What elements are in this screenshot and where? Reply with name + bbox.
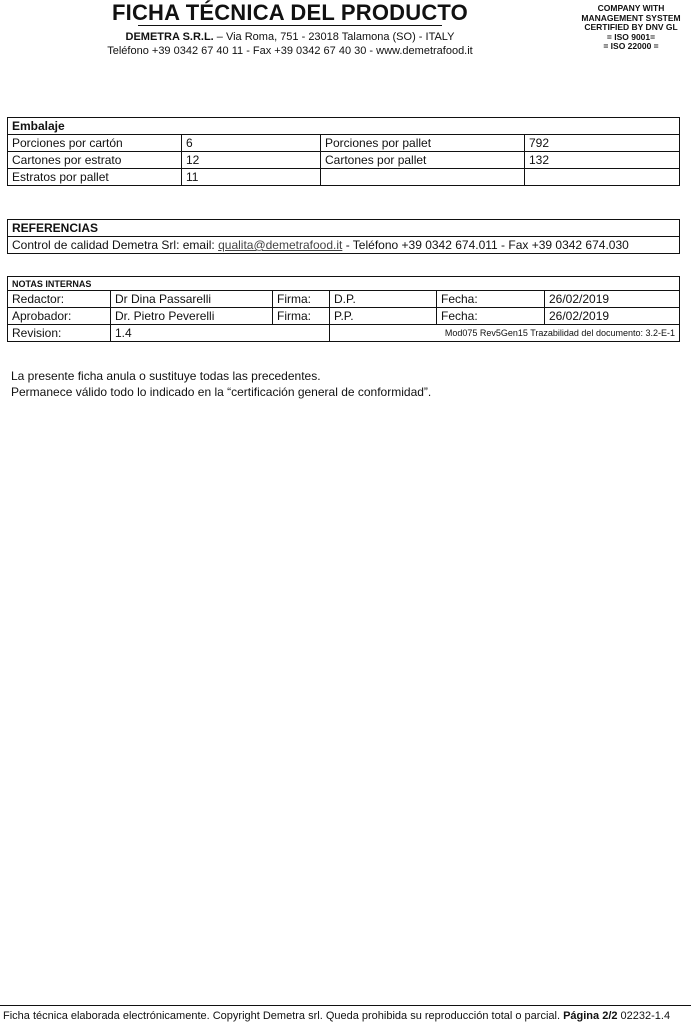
certification-block	[570, 4, 691, 52]
table-cell: Cartones por pallet	[321, 152, 525, 169]
table-cell: 6	[182, 135, 321, 152]
referencias-box	[7, 219, 680, 254]
table-cell: Cartones por estrato	[8, 152, 182, 169]
table-cell: Aprobador:	[8, 308, 111, 325]
table-cell: 26/02/2019	[545, 291, 680, 308]
table-cell: Fecha:	[437, 308, 545, 325]
table-cell: Dr. Pietro Peverelli	[111, 308, 273, 325]
table-row	[8, 308, 680, 325]
table-row	[8, 325, 680, 342]
cert-line: = ISO 22000 =	[603, 41, 659, 51]
table-cell: 132	[525, 152, 680, 169]
table-row	[8, 152, 680, 169]
embalaje-table	[7, 117, 680, 186]
company-contacts: Teléfono +39 0342 67 40 11 - Fax +39 0342 67 40 30 - www.demetrafood.it	[107, 45, 473, 57]
table-cell	[525, 169, 680, 186]
company-name: DEMETRA S.R.L.	[125, 31, 214, 43]
table-cell: 26/02/2019	[545, 308, 680, 325]
revision-label: Revision:	[8, 325, 111, 342]
company-address: – Via Roma, 751 - 23018 Talamona (SO) - ITALY	[213, 31, 455, 43]
table-cell: Porciones por pallet	[321, 135, 525, 152]
page-number: Página 2/2	[563, 1010, 618, 1022]
document-traceability: Mod075 Rev5Gen15 Trazabilidad del documento: 3.2-E-1	[330, 325, 680, 342]
company-address-line	[0, 31, 580, 43]
note-line: Permanece válido todo lo indicado en la “certificación general de conformidad”.	[11, 385, 432, 399]
table-cell: Estratos por pallet	[8, 169, 182, 186]
table-row	[8, 169, 680, 186]
document-title: FICHA TÉCNICA DEL PRODUCTO	[0, 0, 580, 26]
referencias-contact	[8, 237, 679, 253]
table-cell: Porciones por cartón	[8, 135, 182, 152]
table-cell: Firma:	[273, 291, 330, 308]
quality-email-link[interactable]: qualita@demetrafood.it	[218, 238, 343, 252]
footer-copyright: Ficha técnica elaborada electrónicamente. Copyright Demetra srl. Queda prohibida su reproducción total o parcial.	[3, 1010, 564, 1022]
note-line: La presente ficha anula o sustituye todas las precedentes.	[11, 369, 321, 383]
cert-line: CERTIFIED BY DNV GL	[584, 22, 678, 32]
table-cell: Redactor:	[8, 291, 111, 308]
referencias-phone-fax: - Teléfono +39 0342 674.011 - Fax +39 0342 674.030	[342, 238, 629, 252]
table-row	[8, 291, 680, 308]
notas-internas-title: NOTAS INTERNAS	[8, 277, 680, 291]
cert-line: MANAGEMENT SYSTEM	[581, 12, 681, 23]
table-cell: 11	[182, 169, 321, 186]
table-cell	[321, 169, 525, 186]
referencias-prefix: Control de calidad Demetra Srl: email:	[12, 238, 219, 252]
table-cell: 792	[525, 135, 680, 152]
document-code: 02232-1.4	[617, 1010, 671, 1022]
revision-value: 1.4	[111, 325, 330, 342]
footer-divider	[0, 1005, 691, 1006]
embalaje-title: Embalaje	[8, 118, 680, 135]
table-cell: Dr Dina Passarelli	[111, 291, 273, 308]
cert-line: = ISO 9001=	[606, 31, 656, 42]
table-cell: Firma:	[273, 308, 330, 325]
cert-line: COMPANY WITH	[597, 3, 665, 13]
referencias-title: REFERENCIAS	[8, 220, 679, 237]
table-cell: P.P.	[330, 308, 437, 325]
table-cell: Fecha:	[437, 291, 545, 308]
table-cell: D.P.	[330, 291, 437, 308]
table-cell: 12	[182, 152, 321, 169]
notas-internas-table	[7, 276, 680, 342]
table-row	[8, 135, 680, 152]
footer	[3, 1010, 691, 1022]
